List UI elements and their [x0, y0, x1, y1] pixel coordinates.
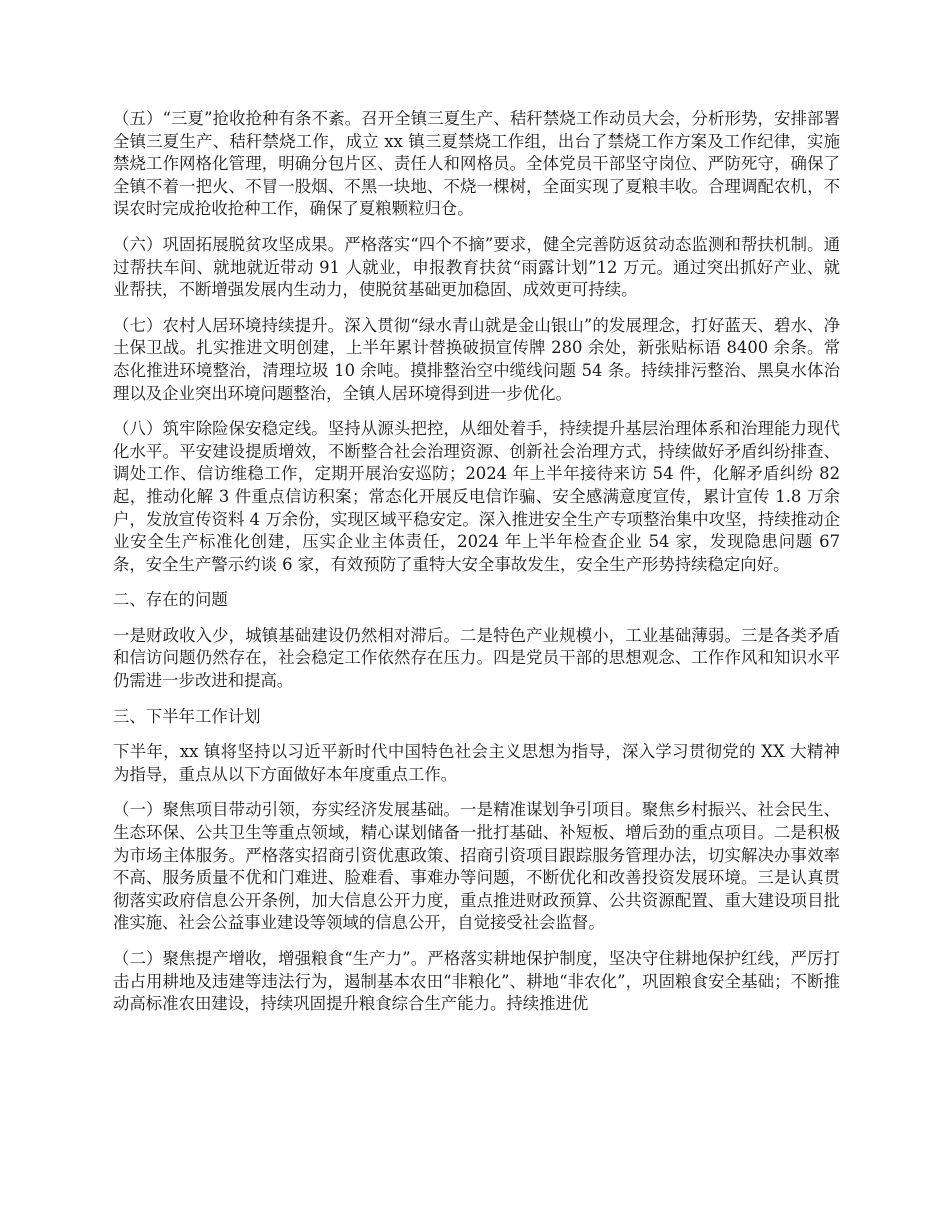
document-page [113, 108, 840, 1029]
paragraph-plan-projects: （一）聚焦项目带动引领，夯实经济发展基础。一是精准谋划争引项目。聚焦乡村振兴、社会民生、生态环保、公共卫生等重点领域，精心谋划储备一批打基础、补短板、增后劲的重点项目。二是积极为市场主体服务。严格落实招商引资优惠政策、招商引资项目跟踪服务管理办法，切实解决办事效率不高、服务质量不优和门难进、脸难看、事难办等问题，不断优化和改善投资发展环境。三是认真贯彻落实政府信息公开条例，加大信息公开力度，重点推进财政预算、公共资源配置、重大建设项目批准实施、社会公益事业建设等领域的信息公开，自觉接受社会监督。 [113, 800, 840, 933]
section-heading-problems: 二、存在的问题 [113, 590, 228, 610]
paragraph-poverty-alleviation: （六）巩固拓展脱贫攻坚成果。严格落实“四个不摘”要求，健全完善防返贫动态监测和帮扶机制。通过帮扶车间、就地就近带动 91 人就业，申报教育扶贫“雨露计划”12 万元。通过突出抓好产业、就业帮扶，不断增强发展内生动力，使脱贫基础更加稳固、成效更可持续。 [113, 234, 840, 300]
paragraph-plan-intro: 下半年，xx 镇将坚持以习近平新时代中国特色社会主义思想为指导，深入学习贯彻党的 XX 大精神为指导，重点从以下方面做好本年度重点工作。 [113, 742, 840, 784]
section-heading-plan: 三、下半年工作计划 [113, 706, 261, 726]
paragraph-rural-environment: （七）农村人居环境持续提升。深入贯彻“绿水青山就是金山银山”的发展理念，打好蓝天、碧水、净土保卫战。扎实推进文明创建，上半年累计替换破损宣传牌 280 余处，新张贴标语 8400 余条。常态化推进环境整治，清理垃圾 10 余吨。摸排整治空中缆线问题 54 条。持续排污整治、黑臭水体治理以及企业突出环境问题整治，全镇人居环境得到进一步优化。 [113, 315, 840, 403]
paragraph-safety-stability: （八）筑牢除险保安稳定线。坚持从源头把控，从细处着手，持续提升基层治理体系和治理能力现代化水平。平安建设提质增效，不断整合社会治理资源、创新社会治理方式，持续做好矛盾纠纷排查、调处工作、信访维稳工作，定期开展治安巡防；2024 年上半年接待来访 54 件，化解矛盾纠纷 82 起，推动化解 3 件重点信访积案；常态化开展反电信诈骗、安全感满意度宣传，累计宣传 1.8 万余户，发放宣传资料 4 万余份，实现区域平稳安定。深入推进安全生产专项整治集中攻坚，持续推动企业安全生产标准化创建，压实企业主体责任，2024 年上半年检查企业 54 家，发现隐患问题 67 条，安全生产警示约谈 6 家，有效预防了重特大安全事故发生，安全生产形势持续稳定向好。 [113, 419, 840, 574]
paragraph-plan-grain: （二）聚焦提产增收，增强粮食“生产力”。严格落实耕地保护制度，坚决守住耕地保护红线，严厉打击占用耕地及违建等违法行为，遏制基本农田“非粮化”、耕地“非农化”，巩固粮食安全基础；不断推动高标准农田建设，持续巩固提升粮食综合生产能力。持续推进优 [113, 949, 840, 1014]
paragraph-problems: 一是财政收入少，城镇基础建设仍然相对滞后。二是特色产业规模小，工业基础薄弱。三是各类矛盾和信访问题仍然存在，社会稳定工作依然存在压力。四是党员干部的思想观念、工作作风和知识水平仍需进一步改进和提高。 [113, 625, 840, 691]
paragraph-summer-harvest: （五）“三夏”抢收抢种有条不紊。召开全镇三夏生产、秸秆禁烧工作动员大会，分析形势，安排部署全镇三夏生产、秸秆禁烧工作，成立 xx 镇三夏禁烧工作组，出台了禁烧工作方案及工作纪律，实施禁烧工作网格化管理，明确分包片区、责任人和网格员。全体党员干部坚守岗位、严防死守，确保了全镇不着一把火、不冒一股烟、不黑一块地、不烧一棵树，全面实现了夏粮丰收。合理调配农机，不误农时完成抢收抢种工作，确保了夏粮颗粒归仓。 [113, 109, 840, 219]
